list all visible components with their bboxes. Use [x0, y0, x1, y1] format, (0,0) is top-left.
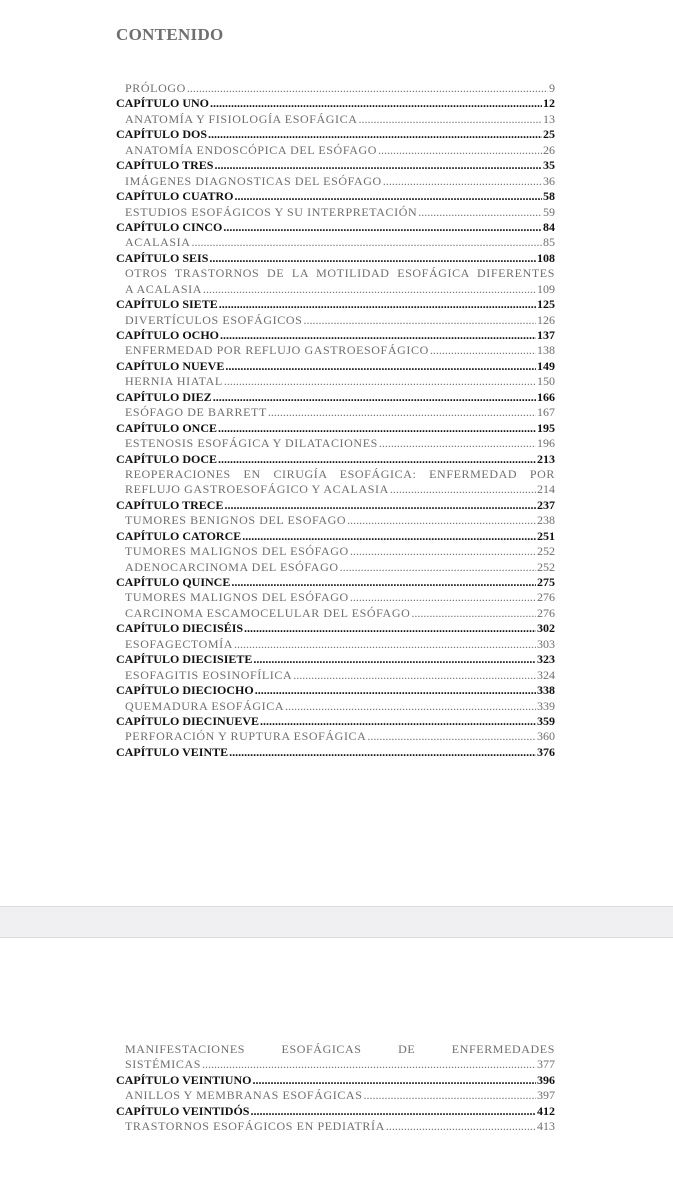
toc-section-entry	[116, 606, 555, 621]
toc-entry-title: CAPÍTULO DIECISIETE	[116, 652, 253, 667]
toc-page-number: 35	[543, 158, 555, 173]
toc-page-number: 85	[543, 235, 555, 250]
toc-entry-title: A ACALASIA	[125, 281, 203, 296]
toc-page-number: 376	[537, 744, 555, 759]
toc-section-entry	[116, 81, 555, 96]
toc-dot-leader	[191, 235, 542, 250]
toc-page-number: 324	[537, 667, 555, 682]
toc-dot-leader	[260, 714, 536, 729]
toc-section-entry	[116, 112, 555, 127]
toc-chapter-entry	[116, 1073, 555, 1088]
toc-section-entry	[116, 668, 555, 683]
toc-section-entry	[116, 174, 555, 189]
toc-page-number: 251	[537, 528, 555, 543]
toc-entry-title: CAPÍTULO CATORCE	[116, 528, 242, 543]
toc-page-number: 166	[537, 389, 555, 404]
toc-entry-title: REFLUJO GASTROESOFÁGICO Y ACALASIA	[125, 482, 389, 497]
toc-entry-title: ADENOCARCINOMA DEL ESÓFAGO	[125, 559, 339, 574]
toc-dot-leader	[367, 729, 536, 744]
toc-chapter-entry	[116, 189, 555, 204]
toc-page-number: 59	[543, 204, 555, 219]
toc-entry-title: CAPÍTULO DIECINUEVE	[116, 713, 260, 728]
toc-page-number: 412	[537, 1103, 555, 1118]
toc-dot-leader	[359, 112, 542, 127]
toc-entry-title: CAPÍTULO VEINTIDÓS	[116, 1103, 250, 1118]
toc-section-entry	[116, 405, 555, 420]
toc-dot-leader	[209, 251, 536, 266]
toc-chapter-entry	[116, 652, 555, 667]
toc-dot-leader	[268, 405, 536, 420]
toc-entry-title: ESÓFAGO DE BARRETT	[125, 405, 267, 420]
toc-section-entry	[116, 313, 555, 328]
toc-section-entry	[116, 343, 555, 358]
toc-dot-leader	[218, 421, 536, 436]
toc-page-number: 238	[537, 513, 555, 528]
toc-entry-title: CAPÍTULO DIECIOCHO	[116, 683, 254, 698]
toc-dot-leader	[231, 575, 536, 590]
toc-dot-leader	[219, 297, 536, 312]
toc-entry-title: CAPÍTULO VEINTE	[116, 744, 229, 759]
toc-chapter-entry	[116, 529, 555, 544]
toc-page-number: 323	[537, 652, 555, 667]
toc-section-entry	[116, 374, 555, 389]
toc-page-number: 150	[537, 374, 555, 389]
toc-page-number: 36	[543, 173, 555, 188]
toc-chapter-entry	[116, 127, 555, 142]
toc-page-number: 276	[537, 590, 555, 605]
toc-entry-title: MANIFESTACIONES ESOFÁGICAS DE ENFERMEDADES	[125, 1042, 555, 1056]
toc-entry-title: PRÓLOGO	[125, 81, 186, 95]
toc-entry-title: QUEMADURA ESOFÁGICA	[125, 698, 285, 713]
toc-entry-title: ACALASIA	[125, 235, 191, 250]
toc-page-number: 26	[543, 142, 555, 157]
toc-entry-title: CAPÍTULO SEIS	[116, 250, 209, 265]
toc-dot-leader	[225, 359, 536, 374]
toc-page-number: 195	[537, 420, 555, 435]
toc-entry-title: CARCINOMA ESCAMOCELULAR DEL ESÓFAGO	[125, 605, 411, 620]
toc-page-number: 125	[537, 297, 555, 312]
toc-dot-leader	[234, 189, 542, 204]
toc-dot-leader	[218, 452, 536, 467]
toc-dot-leader	[214, 158, 542, 173]
toc-chapter-entry	[116, 251, 555, 266]
toc-section-entry	[116, 590, 555, 605]
toc-entry-title: ESOFAGECTOMÍA	[125, 636, 234, 651]
toc-dot-leader	[203, 282, 536, 297]
toc-page-number: 25	[543, 127, 555, 142]
toc-page-number: 149	[537, 358, 555, 373]
toc-dot-leader	[213, 390, 536, 405]
toc-entry-title: CAPÍTULO QUINCE	[116, 575, 231, 589]
toc-entry-title: CAPÍTULO SIETE	[116, 297, 218, 312]
toc-dot-leader	[350, 590, 536, 605]
toc-dot-leader	[208, 127, 542, 142]
toc-entry-title: ANILLOS Y MEMBRANAS ESOFÁGICAS	[125, 1088, 363, 1103]
toc-section-entry	[116, 699, 555, 714]
toc-dot-leader	[386, 1119, 536, 1134]
toc-entry-title: ESOFAGITIS EOSINOFÍLICA	[125, 667, 293, 682]
toc-entry-title: CAPÍTULO UNO	[116, 96, 210, 111]
toc-entry-title: TRASTORNOS ESOFÁGICOS EN PEDIATRÍA	[125, 1119, 385, 1134]
toc-page-number: 396	[537, 1072, 555, 1087]
toc-page-number: 338	[537, 683, 555, 698]
page-separator	[0, 906, 673, 938]
toc-chapter-entry	[116, 390, 555, 405]
toc-page-number: 108	[537, 250, 555, 265]
toc-page-number: 9	[549, 81, 555, 95]
toc-section-entry	[116, 235, 555, 250]
toc-entry-title: HERNIA HIATAL	[125, 374, 223, 389]
toc-chapter-entry	[116, 297, 555, 312]
toc-page-number: 196	[537, 436, 555, 451]
toc-dot-leader	[303, 313, 536, 328]
toc-page-number: 276	[537, 605, 555, 620]
toc-section-entry	[116, 282, 555, 297]
toc-dot-leader	[253, 652, 536, 667]
toc-chapter-entry	[116, 745, 555, 760]
toc-page-number: 213	[537, 451, 555, 466]
toc-section-entry	[116, 143, 555, 158]
toc-section-entry	[116, 467, 555, 482]
toc-section-entry	[116, 436, 555, 451]
toc-chapter-entry	[116, 683, 555, 698]
toc-dot-leader	[378, 143, 542, 158]
toc-dot-leader	[430, 343, 536, 358]
toc-section-entry	[116, 544, 555, 559]
toc-entry-title: CAPÍTULO VEINTIUNO	[116, 1072, 252, 1087]
toc-entry-title: PERFORACIÓN Y RUPTURA ESOFÁGICA	[125, 729, 367, 744]
toc-dot-leader	[255, 683, 536, 698]
toc-dot-leader	[229, 745, 536, 760]
toc-entry-title: REOPERACIONES EN CIRUGÍA ESOFÁGICA: ENFERMEDAD POR	[125, 466, 555, 481]
toc-page-number: 302	[537, 621, 555, 636]
toc-chapter-entry	[116, 498, 555, 513]
table-of-contents-continued	[116, 1042, 555, 1135]
toc-page-number: 126	[537, 312, 555, 327]
toc-dot-leader	[293, 668, 536, 683]
toc-dot-leader	[418, 205, 542, 220]
toc-section-entry	[116, 1057, 555, 1072]
toc-entry-title: CAPÍTULO TRECE	[116, 497, 224, 512]
toc-page-number: 303	[537, 636, 555, 651]
toc-entry-title: TUMORES BENIGNOS DEL ESOFAGO	[125, 513, 347, 528]
toc-page-number: 214	[537, 482, 555, 497]
toc-dot-leader	[242, 529, 536, 544]
toc-section-entry	[116, 1088, 555, 1103]
toc-dot-leader	[390, 482, 536, 497]
toc-section-entry	[116, 637, 555, 652]
toc-entry-title: ANATOMÍA Y FISIOLOGÍA ESOFÁGICA	[125, 111, 358, 126]
toc-entry-title: CAPÍTULO CUATRO	[116, 189, 234, 204]
toc-entry-title: ESTENOSIS ESOFÁGICA Y DILATACIONES	[125, 436, 378, 451]
toc-page-number: 360	[537, 729, 555, 744]
toc-dot-leader	[224, 374, 536, 389]
toc-page-number: 138	[537, 343, 555, 358]
toc-chapter-entry	[116, 575, 555, 590]
toc-dot-leader	[210, 96, 542, 111]
toc-section-entry	[116, 482, 555, 497]
toc-entry-title: CAPÍTULO TRES	[116, 158, 214, 173]
toc-entry-title: TUMORES MALIGNOS DEL ESÓFAGO	[125, 590, 349, 605]
toc-chapter-entry	[116, 421, 555, 436]
toc-entry-title: CAPÍTULO DIECISÉIS	[116, 621, 244, 636]
toc-chapter-entry	[116, 1104, 555, 1119]
table-of-contents	[116, 81, 555, 760]
toc-dot-leader	[244, 621, 536, 636]
toc-entry-title: IMÁGENES DIAGNOSTICAS DEL ESÓFAGO	[125, 173, 382, 188]
toc-dot-leader	[250, 1104, 536, 1119]
toc-section-entry	[116, 560, 555, 575]
toc-dot-leader	[223, 220, 542, 235]
toc-dot-leader	[234, 637, 536, 652]
toc-entry-title: CAPÍTULO DIEZ	[116, 389, 212, 404]
toc-page-number: 275	[537, 575, 555, 589]
toc-page-number: 84	[543, 219, 555, 234]
toc-dot-leader	[252, 1073, 536, 1088]
toc-entry-title: CAPÍTULO NUEVE	[116, 358, 225, 373]
toc-page-number: 339	[537, 698, 555, 713]
toc-title: CONTENIDO	[116, 25, 224, 44]
toc-page-number: 109	[537, 281, 555, 296]
toc-chapter-entry	[116, 452, 555, 467]
toc-dot-leader	[285, 699, 536, 714]
toc-chapter-entry	[116, 359, 555, 374]
toc-page-number: 252	[537, 559, 555, 574]
toc-entry-title: ENFERMEDAD POR REFLUJO GASTROESOFÁGICO	[125, 343, 429, 358]
document-page-2	[0, 938, 673, 1200]
toc-dot-leader	[379, 436, 536, 451]
toc-section-entry	[116, 729, 555, 744]
toc-page-number: 167	[537, 405, 555, 420]
toc-entry-title: CAPÍTULO OCHO	[116, 328, 220, 342]
toc-dot-leader	[350, 544, 536, 559]
toc-dot-leader	[383, 174, 542, 189]
toc-section-entry	[116, 1119, 555, 1134]
toc-entry-title: SISTÉMICAS	[125, 1057, 202, 1072]
toc-entry-title: CAPÍTULO ONCE	[116, 420, 218, 435]
toc-section-entry	[116, 1042, 555, 1057]
toc-section-entry	[116, 513, 555, 528]
toc-dot-leader	[347, 513, 536, 528]
toc-chapter-entry	[116, 328, 555, 343]
toc-chapter-entry	[116, 714, 555, 729]
toc-section-entry	[116, 205, 555, 220]
toc-entry-title: TUMORES MALIGNOS DEL ESÓFAGO	[125, 544, 349, 559]
toc-page-number: 12	[543, 96, 555, 111]
toc-section-entry	[116, 266, 555, 281]
toc-entry-title: ESTUDIOS ESOFÁGICOS Y SU INTERPRETACIÓN	[125, 204, 418, 219]
toc-dot-leader	[220, 328, 536, 343]
toc-chapter-entry	[116, 96, 555, 111]
toc-dot-leader	[411, 606, 536, 621]
toc-dot-leader	[363, 1088, 536, 1103]
toc-page-number: 58	[543, 189, 555, 204]
toc-dot-leader	[224, 498, 536, 513]
toc-entry-title: OTROS TRASTORNOS DE LA MOTILIDAD ESOFÁGICA DIFERENTES	[125, 266, 555, 281]
toc-page-number: 13	[543, 111, 555, 126]
toc-page-number: 252	[537, 544, 555, 559]
toc-dot-leader	[187, 81, 548, 96]
toc-entry-title: CAPÍTULO DOCE	[116, 451, 218, 466]
toc-dot-leader	[340, 560, 536, 575]
toc-entry-title: DIVERTÍCULOS ESOFÁGICOS	[125, 312, 303, 327]
toc-entry-title: CAPÍTULO CINCO	[116, 219, 223, 234]
toc-page-number: 237	[537, 497, 555, 512]
toc-chapter-entry	[116, 621, 555, 636]
toc-page-number: 377	[537, 1057, 555, 1072]
toc-entry-title: ANATOMÍA ENDOSCÓPICA DEL ESÓFAGO	[125, 142, 377, 157]
toc-chapter-entry	[116, 220, 555, 235]
toc-dot-leader	[202, 1057, 536, 1072]
toc-chapter-entry	[116, 158, 555, 173]
toc-page-number: 413	[537, 1119, 555, 1134]
toc-page-number: 397	[537, 1088, 555, 1103]
toc-page-number: 359	[537, 713, 555, 728]
toc-entry-title: CAPÍTULO DOS	[116, 127, 208, 142]
toc-page-number: 137	[537, 328, 555, 342]
